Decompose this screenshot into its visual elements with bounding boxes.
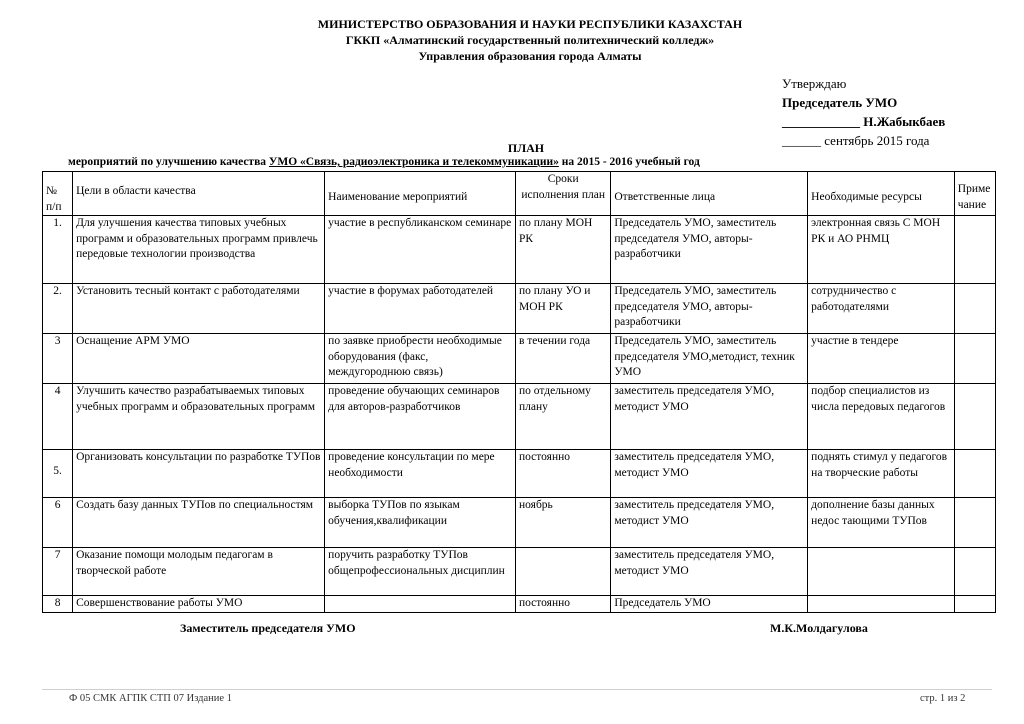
row-num: 4: [43, 384, 73, 450]
row-num: 1.: [43, 216, 73, 284]
row-resources: подбор специалистов из числа передовых педагогов: [808, 384, 955, 450]
row-goal: Оснащение АРМ УМО: [73, 334, 325, 384]
row-goal: Улучшить качество разрабатываемых типовых учебных программ и образовательных программ: [73, 384, 325, 450]
row-event: проведение обучающих семинаров для авторов-разработчиков: [325, 384, 516, 450]
approval-block: [782, 74, 945, 150]
plan-table: [42, 171, 996, 613]
row-note: [954, 334, 995, 384]
row-term: постоянно: [515, 596, 610, 613]
row-responsible: Председатель УМО, заместитель председателя УМО, авторы-разработчики: [611, 284, 808, 334]
row-event: поручить разработку ТУПов общепрофессиональных дисциплин: [325, 548, 516, 596]
subtitle-post: на 2015 - 2016 учебный год: [558, 156, 700, 168]
row-term: ноябрь: [515, 498, 610, 548]
header-note: Приме чание: [954, 172, 995, 216]
table-row: [43, 216, 996, 284]
header-responsible: Ответственные лица: [611, 172, 808, 216]
ministry-title: МИНИСТЕРСТВО ОБРАЗОВАНИЯ И НАУКИ РЕСПУБЛИКИ КАЗАХСТАН: [317, 17, 743, 31]
row-event: по заявке приобрести необходимые оборудования (факс, междугороднюю связь): [325, 334, 516, 384]
header-name: Наименование мероприятий: [325, 172, 516, 216]
row-goal: Совершенствование работы УМО: [73, 596, 325, 613]
row-event: участие в форумах работодателей: [325, 284, 516, 334]
row-resources: электронная связь С МОН РК и АО РНМЦ: [808, 216, 955, 284]
subtitle-pre: мероприятий по улучшению качества: [68, 156, 269, 168]
row-term: по плану МОН РК: [515, 216, 610, 284]
header-terms: Сроки исполнения план: [515, 172, 610, 216]
approval-word: Утверждаю: [782, 76, 847, 91]
row-num: 7: [43, 548, 73, 596]
approval-signature-line: ____________ Н.Жабыкбаев: [782, 114, 946, 129]
row-responsible: Председатель УМО: [611, 596, 808, 613]
row-responsible: заместитель председателя УМО, методист УМО: [611, 450, 808, 498]
table-row: [43, 548, 996, 596]
row-note: [954, 384, 995, 450]
header-num: № п/п: [43, 172, 73, 216]
department-name: Управления образования города Алматы: [418, 49, 642, 63]
row-responsible: заместитель председателя УМО, методист УМО: [611, 548, 808, 596]
plan-title: ПЛАН: [507, 141, 545, 155]
row-resources: [808, 548, 955, 596]
table-header-row: [43, 172, 996, 216]
approval-date: ______ сентябрь 2015 года: [782, 133, 930, 148]
table-row: [43, 596, 996, 613]
row-event: проведение консультации по мере необходимости: [325, 450, 516, 498]
approval-position: Председатель УМО: [782, 95, 898, 110]
row-responsible: заместитель председателя УМО, методист УМО: [611, 384, 808, 450]
row-num: 5.: [43, 450, 73, 498]
row-term: по плану УО и МОН РК: [515, 284, 610, 334]
row-note: [954, 450, 995, 498]
row-num: 8: [43, 596, 73, 613]
header-resources: Необходимые ресурсы: [808, 172, 955, 216]
row-event: [325, 596, 516, 613]
header-goals: Цели в области качества: [73, 172, 325, 216]
row-resources: поднять стимул у педагогов на творческие работы: [808, 450, 955, 498]
subtitle-underlined: УМО «Связь, радиоэлектроника и телекоммуникации»: [268, 156, 559, 168]
row-resources: дополнение базы данных недос тающими ТУПов: [808, 498, 955, 548]
row-num: 6: [43, 498, 73, 548]
row-num: 3: [43, 334, 73, 384]
signature-position: Заместитель председателя УМО: [180, 621, 356, 635]
table-row: [43, 450, 996, 498]
row-term: в течении года: [515, 334, 610, 384]
plan-subtitle: [68, 156, 700, 168]
row-note: [954, 548, 995, 596]
row-note: [954, 498, 995, 548]
row-goal: Для улучшения качества типовых учебных программ и образовательных программ привлечь передовые технологии производства: [73, 216, 325, 284]
row-goal: Организовать консультации по разработке ТУПов: [73, 450, 325, 498]
row-goal: Создать базу данных ТУПов по специальностям: [73, 498, 325, 548]
row-resources: [808, 596, 955, 613]
table-row: [43, 284, 996, 334]
row-goal: Оказание помощи молодым педагогам в творческой работе: [73, 548, 325, 596]
table-row: [43, 498, 996, 548]
row-num: 2.: [43, 284, 73, 334]
row-event: выборка ТУПов по языкам обучения,квалификации: [325, 498, 516, 548]
page-number: стр. 1 из 2: [920, 693, 966, 704]
row-responsible: заместитель председателя УМО, методист УМО: [611, 498, 808, 548]
row-event: участие в республиканском семинаре: [325, 216, 516, 284]
row-responsible: Председатель УМО, заместитель председателя УМО, авторы-разработчики: [611, 216, 808, 284]
row-resources: сотрудничество с работодателями: [808, 284, 955, 334]
row-resources: участие в тендере: [808, 334, 955, 384]
row-note: [954, 284, 995, 334]
footer-divider: [42, 689, 992, 690]
table-row: [43, 384, 996, 450]
college-name: ГККП «Алматинский государственный политехнический колледж»: [345, 33, 715, 47]
row-responsible: Председатель УМО, заместитель председателя УМО,методист, техник УМО: [611, 334, 808, 384]
row-term: [515, 548, 610, 596]
row-note: [954, 596, 995, 613]
row-term: постоянно: [515, 450, 610, 498]
signature-name: М.К.Молдагулова: [770, 621, 868, 635]
row-note: [954, 216, 995, 284]
form-code: Ф 05 СМК АГПК СТП 07 Издание 1: [69, 693, 232, 704]
table-row: [43, 334, 996, 384]
row-term: по отдельному плану: [515, 384, 610, 450]
row-goal: Установить тесный контакт с работодателями: [73, 284, 325, 334]
